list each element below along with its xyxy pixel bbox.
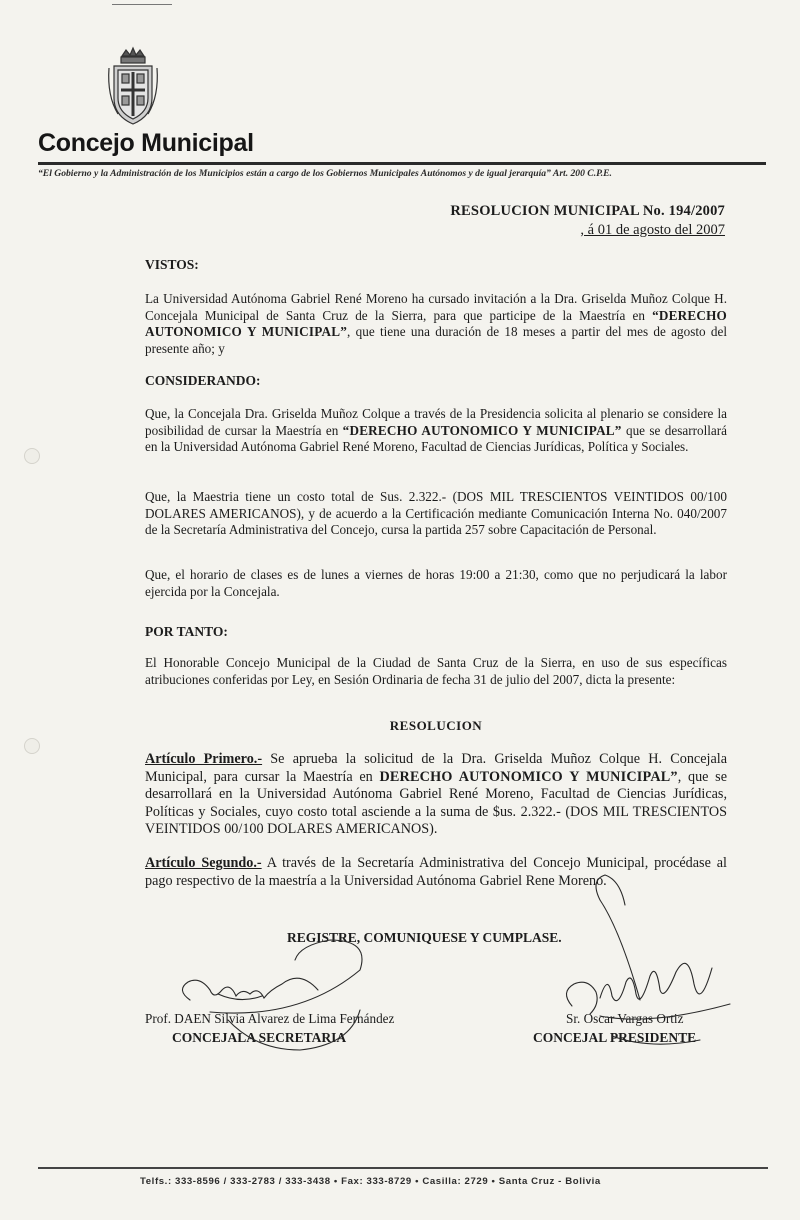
considerando-text: Que, la Concejala Dra. Griselda Muñoz Colque a través de la Presidencia solicita al plenario se considere la posibilidad de cursar la Maestría en: [145, 406, 727, 438]
header-rule: [38, 162, 766, 165]
article-2: [145, 855, 727, 890]
considerando-paragraph-1: [145, 406, 727, 456]
article-1-label: Artículo Primero.-: [145, 751, 263, 767]
considerando-heading: CONSIDERANDO:: [145, 373, 261, 388]
secretary-name: Prof. DAEN Silvia Alvarez de Lima Fernández: [145, 1011, 395, 1026]
punch-hole: [24, 738, 40, 754]
article-2-label: Artículo Segundo.-: [145, 855, 262, 871]
scan-mark: [112, 4, 172, 5]
footer-rule: [38, 1167, 768, 1169]
president-signature: [566, 982, 597, 1014]
por-tanto-heading: POR TANTO:: [145, 624, 228, 639]
closing-formula: REGISTRE, COMUNIQUESE Y CUMPLASE.: [287, 930, 562, 945]
considerando-paragraph-3: Que, el horario de clases es de lunes a viernes de horas 19:00 a 21:30, como que no perjudicará la labor ejercida por la Concejala.: [145, 567, 727, 599]
resolucion-heading: RESOLUCION: [389, 718, 483, 733]
secretary-signature: [182, 978, 318, 1000]
punch-hole: [24, 448, 40, 464]
article-1: [145, 751, 727, 839]
president-name: Sr. Oscar Vargas Ortiz: [566, 1011, 684, 1026]
footer-contact: Telfs.: 333-8596 / 333-2783 / 333-3438 • Fax: 333-8729 • Casilla: 2729 • Santa Cruz - Bolivia: [140, 1176, 601, 1187]
considerando-paragraph-2: Que, la Maestria tiene un costo total de Sus. 2.322.- (DOS MIL TRESCIENTOS VEINTIDOS 00/100 DOLARES AMERICANOS), y de acuerdo a la Certificación mediante Comunicación Interna No. 040/2007 de la Secretaría Administrativa del Concejo, cursa la partida 257 sobre Capacitación de Personal.: [145, 489, 727, 538]
secretary-role: CONCEJALA SECRETARIA: [172, 1030, 347, 1045]
program-name: “DERECHO AUTONOMICO Y MUNICIPAL”: [342, 422, 622, 438]
coat-of-arms-icon: [106, 46, 160, 128]
header-motto: “El Gobierno y la Administración de los Municipios están a cargo de los Gobiernos Municipales Autónomos y de igual jerarquía” Art. 200 C.P.E.: [38, 168, 612, 179]
resolution-number: RESOLUCION MUNICIPAL No. 194/2007: [450, 203, 725, 219]
resolution-date: , á 01 de agosto del 2007: [580, 222, 725, 238]
article-1-text: Se aprueba la solicitud de la Dra. Griselda Muñoz Colque H. Concejala Municipal, para cursar la Maestría en: [145, 751, 728, 785]
article-2-text: A través de la Secretaría Administrativa del Concejo Municipal, procédase al pago respectivo de la maestría a la Universidad Autónoma Gabriel Rene Moreno.: [145, 855, 728, 889]
program-name: “DERECHO AUTONOMICO Y MUNICIPAL”: [145, 307, 727, 340]
considerando-text-end: que se desarrollará en la Universidad Autónoma Gabriel René Moreno, Facultad de Ciencias Jurídicas, Política y Sociales.: [145, 422, 728, 455]
vistos-text: La Universidad Autónoma Gabriel René Moreno ha cursado invitación a la Dra. Griselda Muñoz Colque H. Concejala Municipal de Santa Cruz de la Sierra, para que participe de la Maestría en: [145, 291, 727, 323]
article-1-text-end: , que se desarrollará en la Universidad Autónoma Gabriel René Moreno, Facultad de Ciencias Jurídicas, Políticas y Sociales, cuyo costo total asciende a la suma de $us. 2.322.- (DOS MIL TRESCIENTOS VEINTIDOS 00/100 DOLARES AMERICANOS).: [145, 768, 727, 837]
vistos-text-end: , que tiene una duración de 18 meses a partir del mes de agosto del presente año; y: [145, 324, 728, 356]
program-name: DERECHO AUTONOMICO Y MUNICIPAL”: [379, 768, 678, 785]
por-tanto-paragraph: El Honorable Concejo Municipal de la Ciudad de Santa Cruz de la Sierra, en uso de sus específicas atribuciones conferidas por Ley, en Sesión Ordinaria de fecha 31 de julio del 2007, dicta la presente:: [145, 655, 727, 687]
vistos-heading: VISTOS:: [145, 257, 199, 272]
president-role: CONCEJAL PRESIDENTE: [533, 1030, 697, 1045]
vistos-paragraph: [145, 291, 727, 357]
institution-name: Concejo Municipal: [38, 129, 254, 157]
